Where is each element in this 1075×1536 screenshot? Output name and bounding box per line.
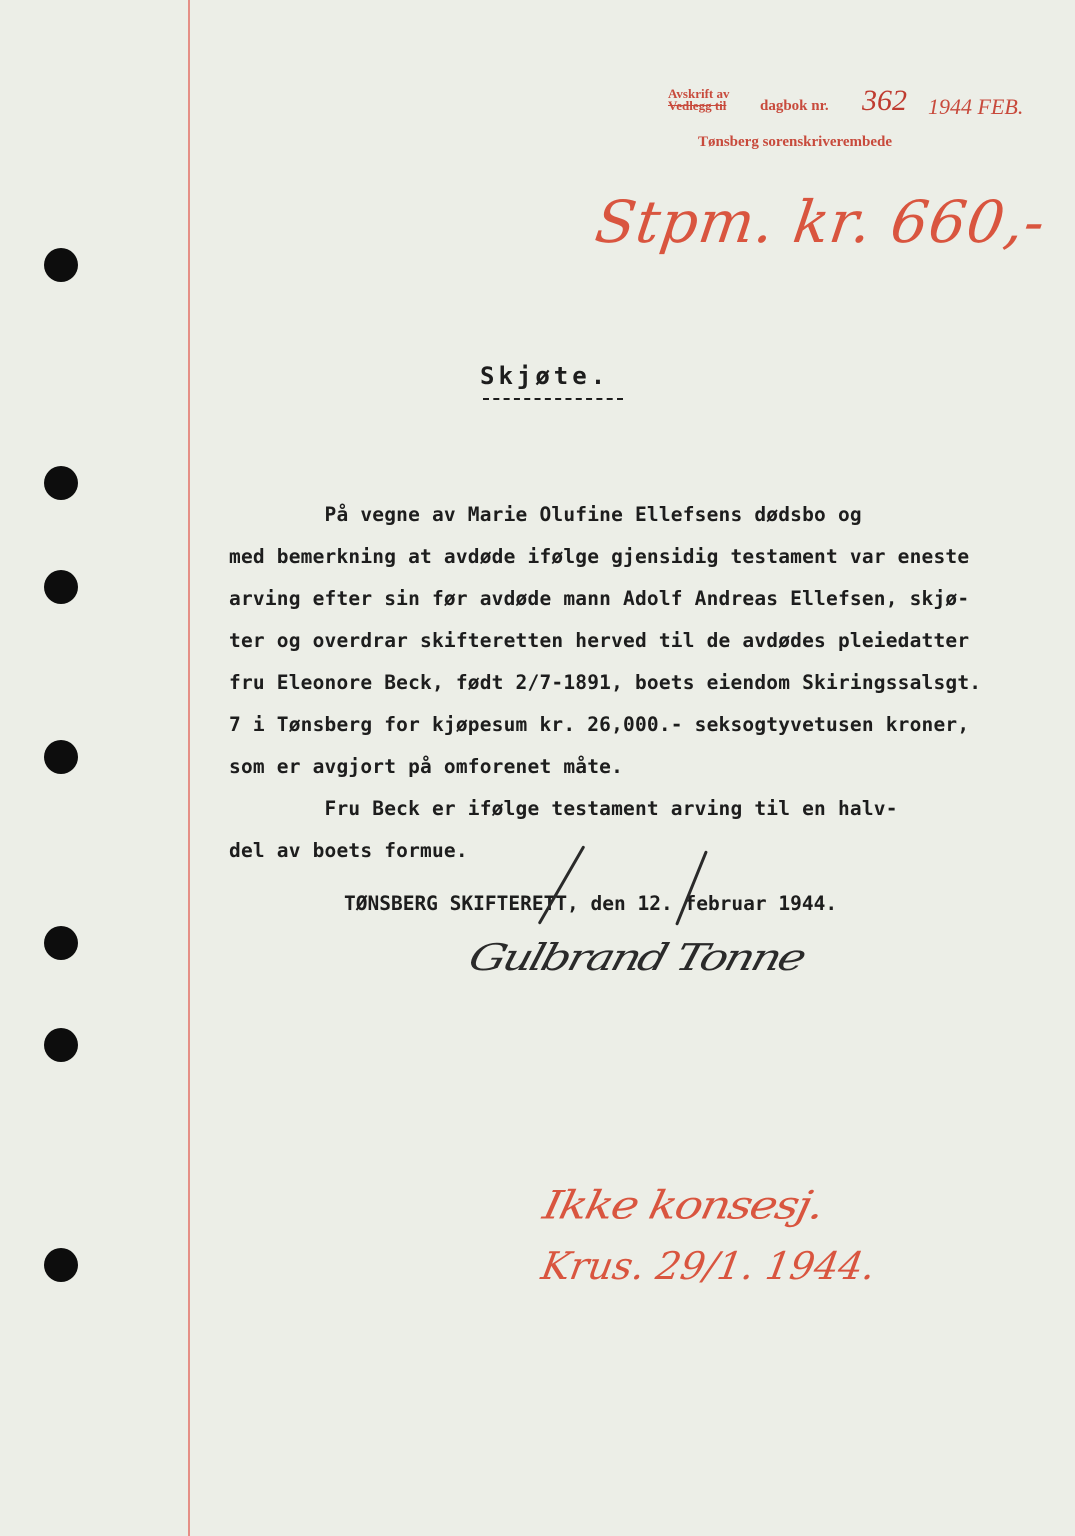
punch-hole: [44, 740, 78, 774]
fee-note: Stpm. kr. 660,-: [591, 188, 1050, 256]
body-line: På vegne av Marie Olufine Ellefsens dødsbo og: [229, 503, 862, 526]
punch-hole: [44, 1028, 78, 1062]
signature: Gulbrand Tonne: [464, 935, 809, 979]
body-line: 7 i Tønsberg for kjøpesum kr. 26,000.- seksogtyvetusen kroner,: [229, 713, 970, 736]
closing-line: TØNSBERG SKIFTERETT, den 12. februar 1944.: [344, 892, 838, 915]
stamp-avskrift: Avskrift av Vedlegg til: [668, 86, 730, 113]
body-line: ter og overdrar skifteretten herved til de avdødes pleiedatter: [229, 629, 970, 652]
stamp-date: 1944 FEB.: [928, 94, 1024, 119]
body-line: med bemerkning at avdøde ifølge gjensidig testament var eneste: [229, 545, 970, 568]
stamp-dagbok-label: dagbok nr.: [760, 98, 829, 114]
punch-hole: [44, 570, 78, 604]
punch-hole: [44, 248, 78, 282]
punch-hole: [44, 1248, 78, 1282]
stamp-dagbok-number: 362: [862, 84, 907, 117]
body-line: som er avgjort på omforenet måte.: [229, 755, 624, 778]
body-line: Fru Beck er ifølge testament arving til en halv-: [229, 797, 898, 820]
punch-hole: [44, 926, 78, 960]
red-note-konsesjon: Ikke konsesj.: [539, 1182, 828, 1228]
punch-hole: [44, 466, 78, 500]
document-title: Skjøte.: [480, 362, 610, 390]
body-line: del av boets formue.: [229, 839, 468, 862]
body-line: fru Eleonore Beck, født 2/7-1891, boets eiendom Skiringssalsgt.: [229, 671, 982, 694]
red-note-date: Krus. 29/1. 1944.: [538, 1244, 879, 1288]
stamp-office: Tønsberg sorenskriverembede: [698, 134, 893, 150]
margin-line: [188, 0, 190, 1536]
document-body: [229, 494, 1039, 872]
title-underline: [483, 398, 623, 400]
body-line: arving efter sin før avdøde mann Adolf Andreas Ellefsen, skjø-: [229, 587, 970, 610]
